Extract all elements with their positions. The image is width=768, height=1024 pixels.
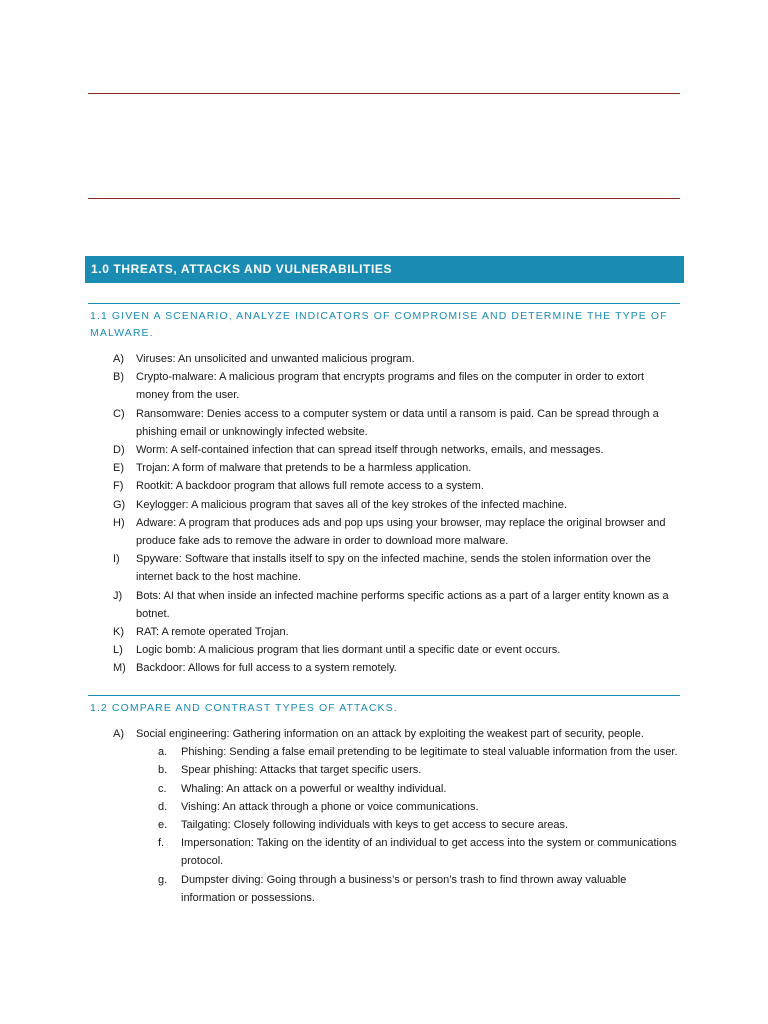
section-heading: 1.2 COMPARE AND CONTRAST TYPES OF ATTACKS. [90, 702, 398, 714]
header-rule-top [88, 93, 680, 94]
list-item: G) Keylogger: A malicious program that saves all of the key strokes of the infected machine. [113, 498, 568, 511]
sub-list-item: b. Spear phishing: Attacks that target specific users. [158, 764, 422, 777]
malware-list [88, 350, 680, 678]
list-item: E) Trojan: A form of malware that pretends to be a harmless application. [113, 462, 472, 475]
sub-list-item: d. Vishing: An attack through a phone or voice communications. [158, 800, 479, 813]
chapter-banner [85, 256, 684, 283]
list-item: A) Viruses: An unsolicited and unwanted malicious program. [113, 353, 415, 365]
sub-list-item: g. Dumpster diving: Going through a business’s or person’s trash to find thrown away valuable information or possessions. [158, 873, 627, 904]
list-item: M) Backdoor: Allows for full access to a system remotely. [113, 662, 397, 675]
sub-list-item: f. Impersonation: Taking on the identity of an individual to get access into the system or communications protocol. [158, 837, 677, 868]
list-item: L) Logic bomb: A malicious program that lies dormant until a specific date or event occurs. [113, 644, 561, 657]
sub-list-item: c. Whaling: An attack on a powerful or wealthy individual. [158, 782, 447, 795]
sub-list-item: a. Phishing: Sending a false email pretending to be legitimate to steal valuable information from the user. [158, 746, 678, 759]
list-item: H) Adware: A program that produces ads and pop ups using your browser, may replace the original browser and produce fake ads to remove the adware in order to download more malware. [113, 516, 666, 548]
section-rule [88, 303, 680, 304]
list-item: J) Bots: AI that when inside an infected machine performs specific actions as a part of a larger entity known as a botnet. [113, 589, 669, 620]
section-rule [88, 695, 680, 696]
section-1-2 [88, 695, 680, 907]
chapter-title: 1.0 THREATS, ATTACKS AND VULNERABILITIES [91, 262, 393, 276]
list-item: A) Social engineering: Gathering information on an attack by exploiting the weakest part of security, people. [113, 728, 644, 740]
sub-list-item: e. Tailgating: Closely following individuals with keys to get access to secure areas. [158, 819, 569, 832]
list-item: C) Ransomware: Denies access to a computer system or data until a ransom is paid. Can be spread through a phishing email or unknowingly infected website. [113, 407, 659, 438]
list-item: B) Crypto-malware: A malicious program that encrypts programs and files on the computer in order to extort money from the user. [113, 371, 645, 402]
list-item: I) Spyware: Software that installs itself to spy on the infected machine, sends the stolen information over the internet back to the host machine. [113, 553, 651, 584]
list-item: K) RAT: A remote operated Trojan. [113, 626, 289, 639]
list-item: F) Rootkit: A backdoor program that allows full remote access to a system. [113, 480, 484, 493]
section-heading: 1.1 GIVEN A SCENARIO, ANALYZE INDICATORS OF COMPROMISE AND DETERMINE THE TYPE OF MALWARE. [90, 310, 668, 339]
section-1-1 [88, 303, 680, 678]
header-rule-bottom [88, 198, 680, 199]
attacks-list [88, 725, 680, 907]
list-item: D) Worm: A self-contained infection that can spread itself through networks, emails, and messages. [113, 444, 604, 457]
